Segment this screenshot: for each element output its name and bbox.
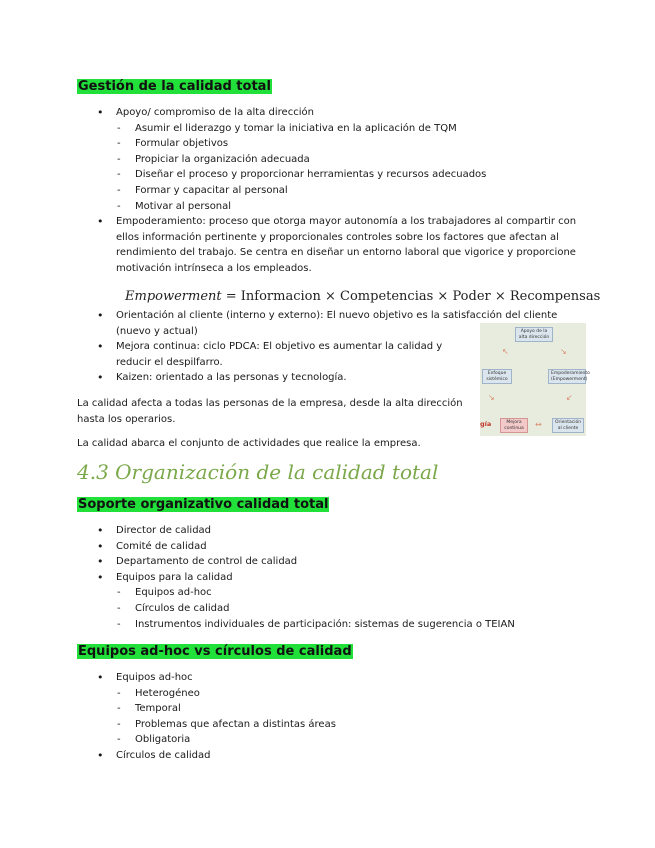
list-subitem: - Problemas que afectan a distintas áreas [77, 717, 577, 733]
empowerment-formula: Empowerment = Informacion × Competencias × Poder × Recompensas [125, 289, 601, 304]
soporte-list [77, 523, 577, 632]
paragraph: La calidad afecta a todas las personas de la empresa, desde la alta dirección hasta los operarios. [77, 398, 463, 425]
diagram-node-bottom-left: Mejora continua [500, 418, 528, 433]
equipos-list [77, 670, 577, 764]
list-item: • Comité de calidad [77, 539, 577, 555]
gestion-list [77, 105, 577, 277]
list-subitem: - Formular objetivos [77, 136, 577, 152]
list-subitem: - Círculos de calidad [77, 601, 577, 617]
list-item: • Director de calidad [77, 523, 577, 539]
list-item: • Equipos para la calidad [77, 570, 577, 586]
list-subitem: - Obligatoria [77, 732, 577, 748]
list-item: • Equipos ad-hoc [77, 670, 577, 686]
list-item: • Círculos de calidad [77, 748, 577, 764]
tqm-diagram [480, 323, 590, 436]
list-subitem: - Heterogéneo [77, 686, 577, 702]
list-item: • Orientación al cliente (interno y externo): El nuevo objetivo es la satisfacción del cliente (nuevo y actual) [77, 308, 577, 339]
arrow-icon: ↘ [488, 393, 495, 402]
list-subitem: - Propiciar la organización adecuada [77, 152, 577, 168]
arrow-icon: ↘ [560, 347, 567, 356]
diagram-node-top: Apoyo de la alta dirección [515, 327, 553, 342]
list-subitem: - Asumir el liderazgo y tomar la iniciativa en la aplicación de TQM [77, 121, 577, 137]
heading-organizacion: 4.3 Organización de la calidad total [77, 460, 439, 484]
section-title-soporte: Soporte organizativo calidad total [78, 497, 329, 512]
list-subitem: - Instrumentos individuales de participación: sistemas de sugerencia o TEIAN [77, 617, 577, 633]
list-subitem: - Formar y capacitar al personal [77, 183, 577, 199]
list-item: • Apoyo/ compromiso de la alta dirección [77, 105, 577, 121]
list-subitem: - Temporal [77, 701, 577, 717]
section-title-gestion: Gestión de la calidad total [78, 79, 271, 94]
list-item: • Empoderamiento: proceso que otorga mayor autonomía a los trabajadores al compartir con ellos información pertinente y proporcionales controles sobre los factores que afectan al rendimiento del trabajo. Se centra en diseñar un entorno laboral que vigorice y proporcione motivación intrínseca a los empleados. [77, 214, 577, 276]
section-title-equipos: Equipos ad-hoc vs círculos de calidad [78, 644, 352, 659]
list-item: • Mejora continua: ciclo PDCA: El objetivo es aumentar la calidad y reducir el despilfarro. [77, 339, 461, 370]
diagram-node-right: Empoderamiento (Empowerment) [548, 369, 586, 384]
list-subitem: - Motivar al personal [77, 199, 577, 215]
arrow-icon: ↙ [566, 393, 573, 402]
diagram-node-bottom-right: Orientación al cliente [552, 418, 584, 433]
list-subitem: - Diseñar el proceso y proporcionar herramientas y recursos adecuados [77, 167, 577, 183]
paragraph: La calidad abarca el conjunto de actividades que realice la empresa. [77, 438, 421, 449]
arrow-icon: ↖ [502, 347, 509, 356]
arrow-icon: ↔ [535, 420, 542, 429]
list-item: • Departamento de control de calidad [77, 554, 577, 570]
list-item: • Kaizen: orientado a las personas y tecnología. [77, 370, 577, 386]
diagram-node-left: Enfoque sistémico [482, 369, 512, 384]
list-subitem: - Equipos ad-hoc [77, 585, 577, 601]
diagram-cut-label: gía [480, 420, 492, 428]
